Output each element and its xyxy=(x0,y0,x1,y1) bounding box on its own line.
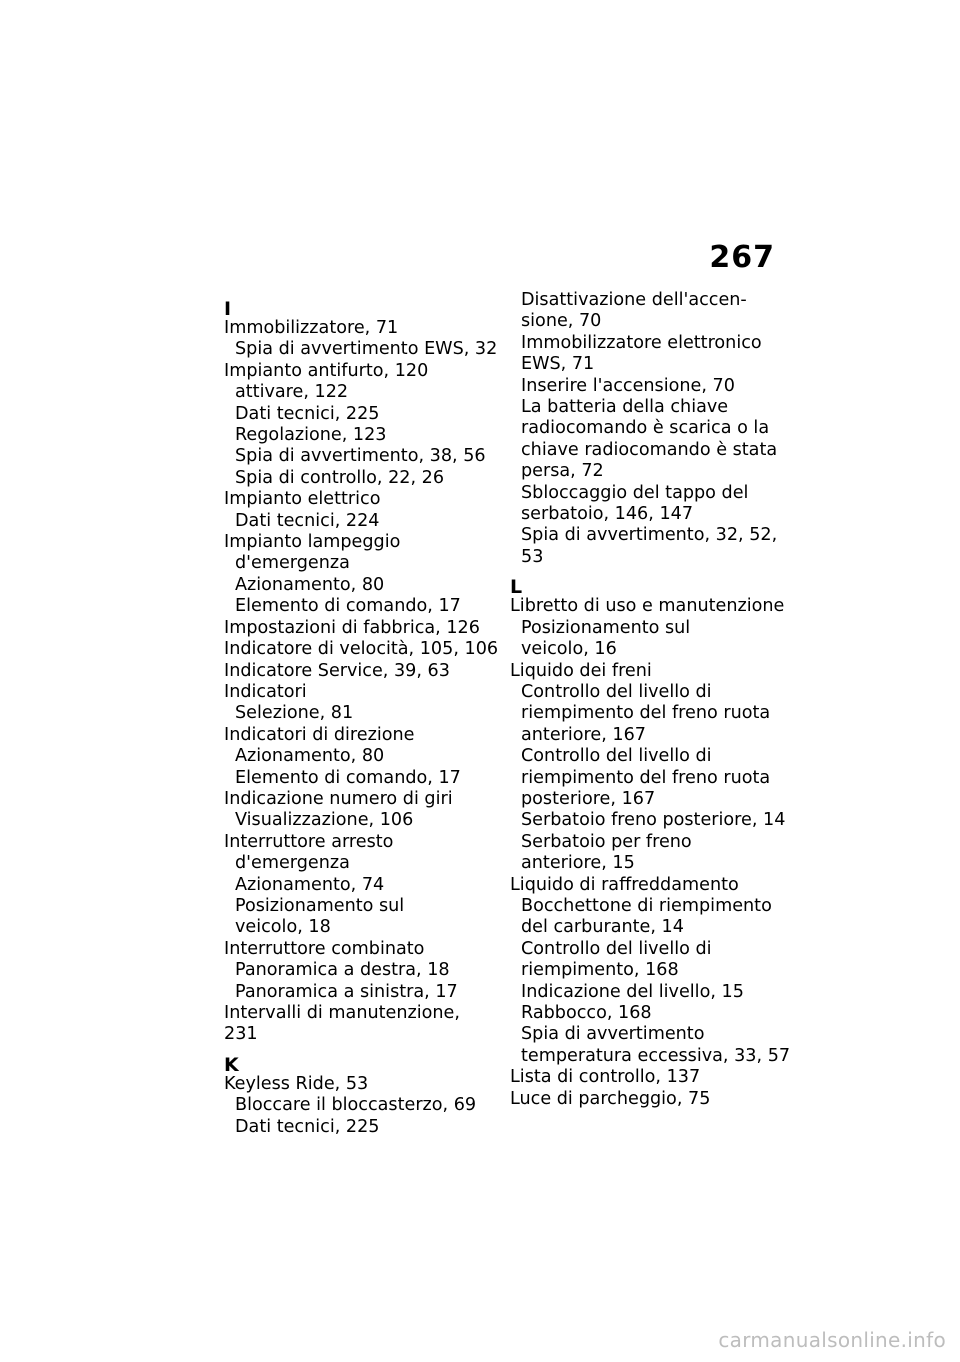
index-entry: Impianto elettrico xyxy=(224,489,381,510)
index-entry-continuation: posteriore, 167 xyxy=(521,788,656,809)
index-entry: Indicatori xyxy=(224,681,307,702)
index-entry-continuation: d'emergenza xyxy=(235,853,350,874)
index-entry: Intervalli di manutenzione, 231 xyxy=(224,1003,460,1045)
index-column-right xyxy=(510,290,800,1110)
index-subentry: La batteria della chiave xyxy=(521,397,729,418)
index-subentry: Controllo del livello di xyxy=(521,746,712,767)
index-subentry: Panoramica a destra, 18 xyxy=(235,960,450,981)
index-subentry: Bloccare il bloccasterzo, 69 xyxy=(235,1095,477,1116)
index-entry-continuation: riempimento, 168 xyxy=(521,960,679,981)
index-entry: Lista di controllo, 137 xyxy=(510,1067,701,1088)
index-entry-continuation: riempimento del freno ruota xyxy=(521,703,771,724)
index-entry: Impianto lampeggio xyxy=(224,532,401,553)
index-entry-continuation: anteriore, 15 xyxy=(521,853,635,874)
index-entry-continuation: veicolo, 18 xyxy=(235,917,331,938)
index-section-letter: L xyxy=(510,576,523,599)
index-subentry: Elemento di comando, 17 xyxy=(235,767,461,788)
index-subentry: Sbloccaggio del tappo del xyxy=(521,482,749,503)
index-entry: Libretto di uso e manutenzione xyxy=(510,596,785,617)
index-entry-continuation: temperatura eccessiva, 33, 57 xyxy=(521,1045,791,1066)
index-entry: Indicazione numero di giri xyxy=(224,788,453,809)
index-entry-continuation: del carburante, 14 xyxy=(521,917,684,938)
index-entry: Indicatori di direzione xyxy=(224,724,415,745)
index-subentry: Dati tecnici, 225 xyxy=(235,1116,380,1137)
index-subentry: Serbatoio per freno xyxy=(521,831,692,852)
index-entry-continuation: persa, 72 xyxy=(521,461,604,482)
index-subentry: Azionamento, 80 xyxy=(235,746,385,767)
index-subentry: Regolazione, 123 xyxy=(235,425,387,446)
index-subentry: Controllo del livello di xyxy=(521,938,712,959)
index-entry: Impostazioni di fabbrica, 126 xyxy=(224,617,480,638)
index-subentry: Bocchettone di riempimento xyxy=(521,895,772,916)
index-column-left xyxy=(224,290,499,1138)
index-section-letter: K xyxy=(224,1053,239,1076)
index-subentry: Visualizzazione, 106 xyxy=(235,810,414,831)
index-subentry: Inserire l'accensione, 70 xyxy=(521,375,735,396)
index-subentry: Posizionamento sul xyxy=(521,617,691,638)
index-entry: Indicatore Service, 39, 63 xyxy=(224,660,450,681)
index-subentry: Spia di avvertimento EWS, 32 xyxy=(235,339,498,360)
index-entry-continuation: EWS, 71 xyxy=(521,354,595,375)
index-subentry: Rabbocco, 168 xyxy=(521,1003,652,1023)
index-subentry: Spia di controllo, 22, 26 xyxy=(235,467,445,488)
index-subentry: Spia di avvertimento, 32, 52, xyxy=(521,525,778,546)
index-entry: Luce di parcheggio, 75 xyxy=(510,1088,711,1109)
index-subentry: Immobilizzatore elettronico xyxy=(521,332,762,353)
index-section-letter: I xyxy=(224,298,232,320)
index-subentry: Posizionamento sul xyxy=(235,895,405,916)
index-subentry: Azionamento, 80 xyxy=(235,574,385,595)
index-entry-continuation: d'emergenza xyxy=(235,553,350,574)
index-entry-continuation: veicolo, 16 xyxy=(521,639,617,660)
index-entry: Immobilizzatore, 71 xyxy=(224,318,399,338)
index-entry: Liquido di raffreddamento xyxy=(510,874,739,895)
index-entry: Keyless Ride, 53 xyxy=(224,1073,369,1094)
index-entry-continuation: chiave radiocomando è stata xyxy=(521,439,778,460)
index-entry-continuation: riempimento del freno ruota xyxy=(521,767,771,788)
index-entry-continuation: anteriore, 167 xyxy=(521,724,646,745)
index-subentry: Disattivazione dell'accen- xyxy=(521,290,747,310)
index-subentry: Dati tecnici, 225 xyxy=(235,403,380,424)
index-entry: Interruttore combinato xyxy=(224,938,425,959)
index-subentry: Selezione, 81 xyxy=(235,703,354,724)
page-number: 267 xyxy=(709,240,775,275)
index-subentry: Dati tecnici, 224 xyxy=(235,510,380,531)
index-subentry: Spia di avvertimento, 38, 56 xyxy=(235,446,486,467)
index-entry-continuation: sione, 70 xyxy=(521,311,602,332)
index-subentry: Azionamento, 74 xyxy=(235,874,385,895)
index-entry-continuation: radiocomando è scarica o la xyxy=(521,418,770,439)
index-subentry: Serbatoio freno posteriore, 14 xyxy=(521,810,786,831)
index-entry: Impianto antifurto, 120 xyxy=(224,360,429,381)
index-entry: Indicatore di velocità, 105, 106 xyxy=(224,639,499,660)
index-entry: Interruttore arresto xyxy=(224,831,394,852)
index-subentry: Controllo del livello di xyxy=(521,681,712,702)
watermark: carmanualsonline.info xyxy=(718,1328,946,1352)
index-entry-continuation: 53 xyxy=(521,546,544,567)
index-subentry: Indicazione del livello, 15 xyxy=(521,981,744,1002)
index-subentry: Spia di avvertimento xyxy=(521,1024,705,1045)
index-subentry: Panoramica a sinistra, 17 xyxy=(235,981,458,1002)
index-subentry: attivare, 122 xyxy=(235,382,349,403)
index-entry-continuation: serbatoio, 146, 147 xyxy=(521,504,694,525)
index-subentry: Elemento di comando, 17 xyxy=(235,596,461,617)
index-entry: Liquido dei freni xyxy=(510,660,652,681)
